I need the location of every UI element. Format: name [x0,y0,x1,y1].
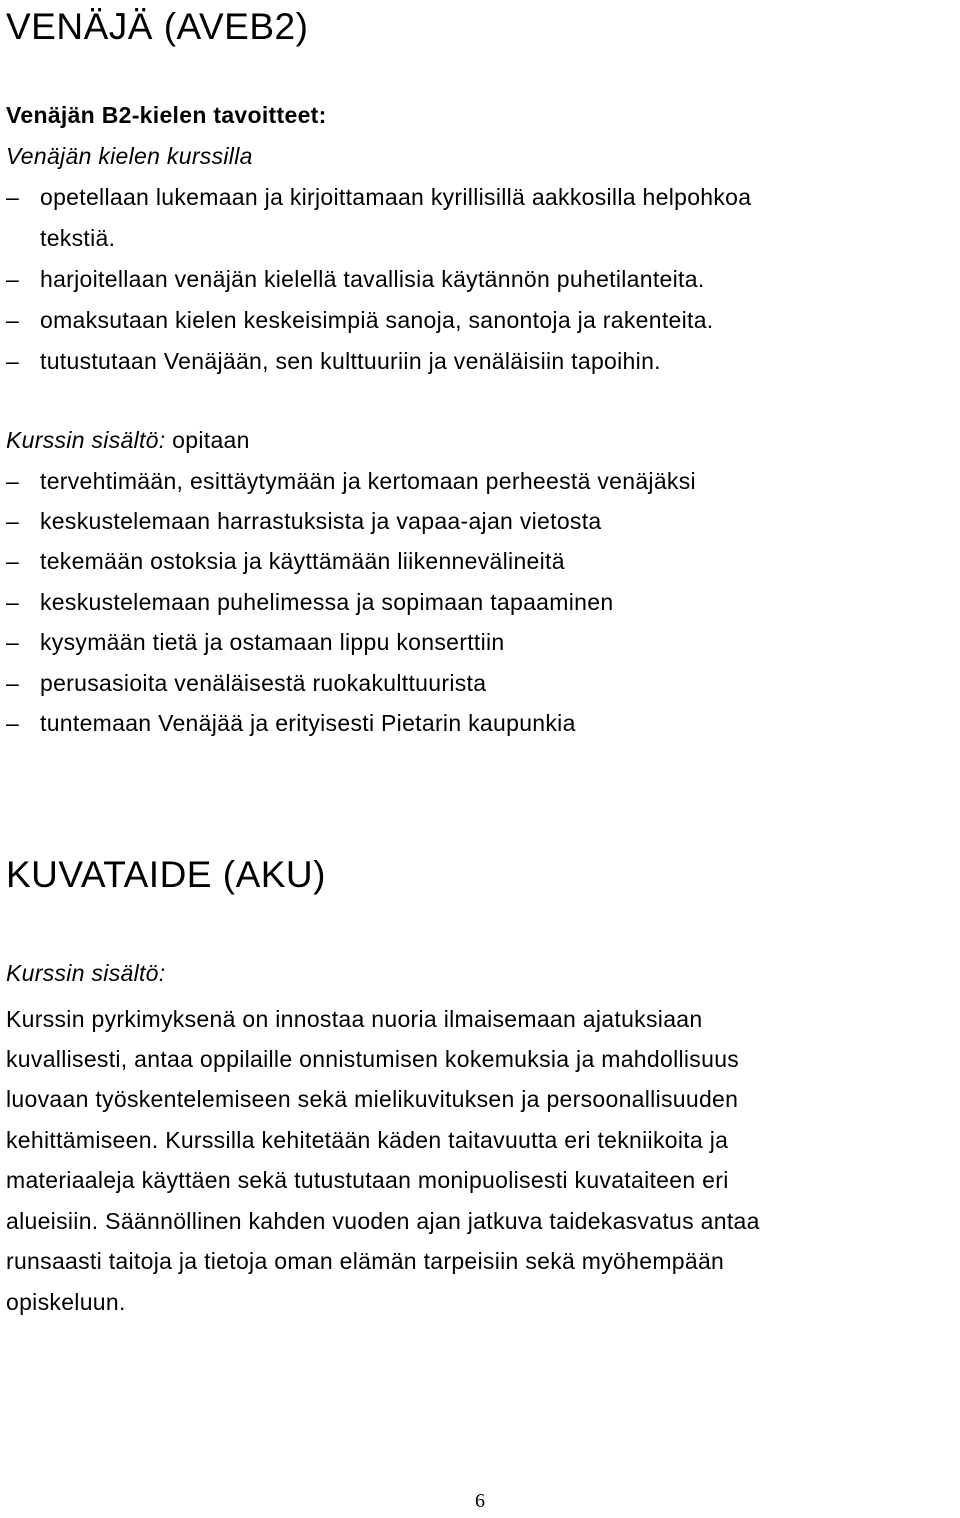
content-intro: opitaan [172,427,250,453]
dash-bullet: – [6,468,20,494]
dash-bullet: – [6,548,20,574]
dash-bullet: – [6,589,20,615]
paragraph-line: opiskeluun. [6,1289,126,1315]
content-item: – tuntemaan Venäjää ja erityisesti Pietarin kaupunkia [6,710,576,736]
dash-bullet: – [6,629,20,655]
dash-bullet: – [6,184,20,210]
goal-item: – omaksutaan kielen keskeisimpiä sanoja, sanontoja ja rakenteita. [6,307,714,333]
content-heading [6,425,250,455]
content-item: – keskustelemaan puhelimessa ja sopimaan tapaaminen [6,589,614,615]
goals-heading: Venäjän B2-kielen tavoitteet: [6,102,327,128]
goal-item: – opetellaan lukemaan ja kirjoittamaan kyrillisillä aakkosilla helpohkoa [6,184,752,210]
goal-item: – tutustutaan Venäjään, sen kulttuuriin ja venäläisiin tapoihin. [6,348,661,374]
paragraph-line: runsaasti taitoja ja tietoja oman elämän tarpeisiin sekä myöhempään [6,1248,725,1274]
section-title-venaja: VENÄJÄ (AVEB2) [6,6,309,47]
goal-item-continuation: tekstiä. [40,225,116,251]
page-number: 6 [475,1490,485,1512]
dash-bullet: – [6,508,20,534]
dash-bullet: – [6,670,20,696]
section-title-kuvataide: KUVATAIDE (AKU) [6,854,326,895]
content-item: – tervehtimään, esittäytymään ja kertomaan perheestä venäjäksi [6,468,696,494]
content-item: – tekemään ostoksia ja käyttämään liikennevälineitä [6,548,565,574]
dash-bullet: – [6,348,20,374]
content-label: Kurssin sisältö: [6,427,166,453]
dash-bullet: – [6,710,20,736]
paragraph-line: luovaan työskentelemiseen sekä mielikuvituksen ja persoonallisuuden [6,1086,739,1112]
goal-item: – harjoitellaan venäjän kielellä tavallisia käytännön puhetilanteita. [6,266,705,292]
paragraph-line: materiaaleja käyttäen sekä tutustutaan monipuolisesti kuvataiteen eri [6,1167,729,1193]
dash-bullet: – [6,307,20,333]
paragraph-line: kehittämiseen. Kurssilla kehitetään käden taitavuutta eri tekniikoita ja [6,1127,729,1153]
content-item: – perusasioita venäläisestä ruokakulttuurista [6,670,487,696]
dash-bullet: – [6,266,20,292]
goals-intro: Venäjän kielen kurssilla [6,143,253,169]
content-item: – kysymään tietä ja ostamaan lippu konserttiin [6,629,505,655]
paragraph-line: alueisiin. Säännöllinen kahden vuoden ajan jatkuva taidekasvatus antaa [6,1208,760,1234]
content-item: – keskustelemaan harrastuksista ja vapaa-ajan vietosta [6,508,602,534]
paragraph-line: kuvallisesti, antaa oppilaille onnistumisen kokemuksia ja mahdollisuus [6,1046,740,1072]
paragraph-line: Kurssin pyrkimyksenä on innostaa nuoria ilmaisemaan ajatuksiaan [6,1006,703,1032]
kuvataide-content-label: Kurssin sisältö: [6,960,166,986]
